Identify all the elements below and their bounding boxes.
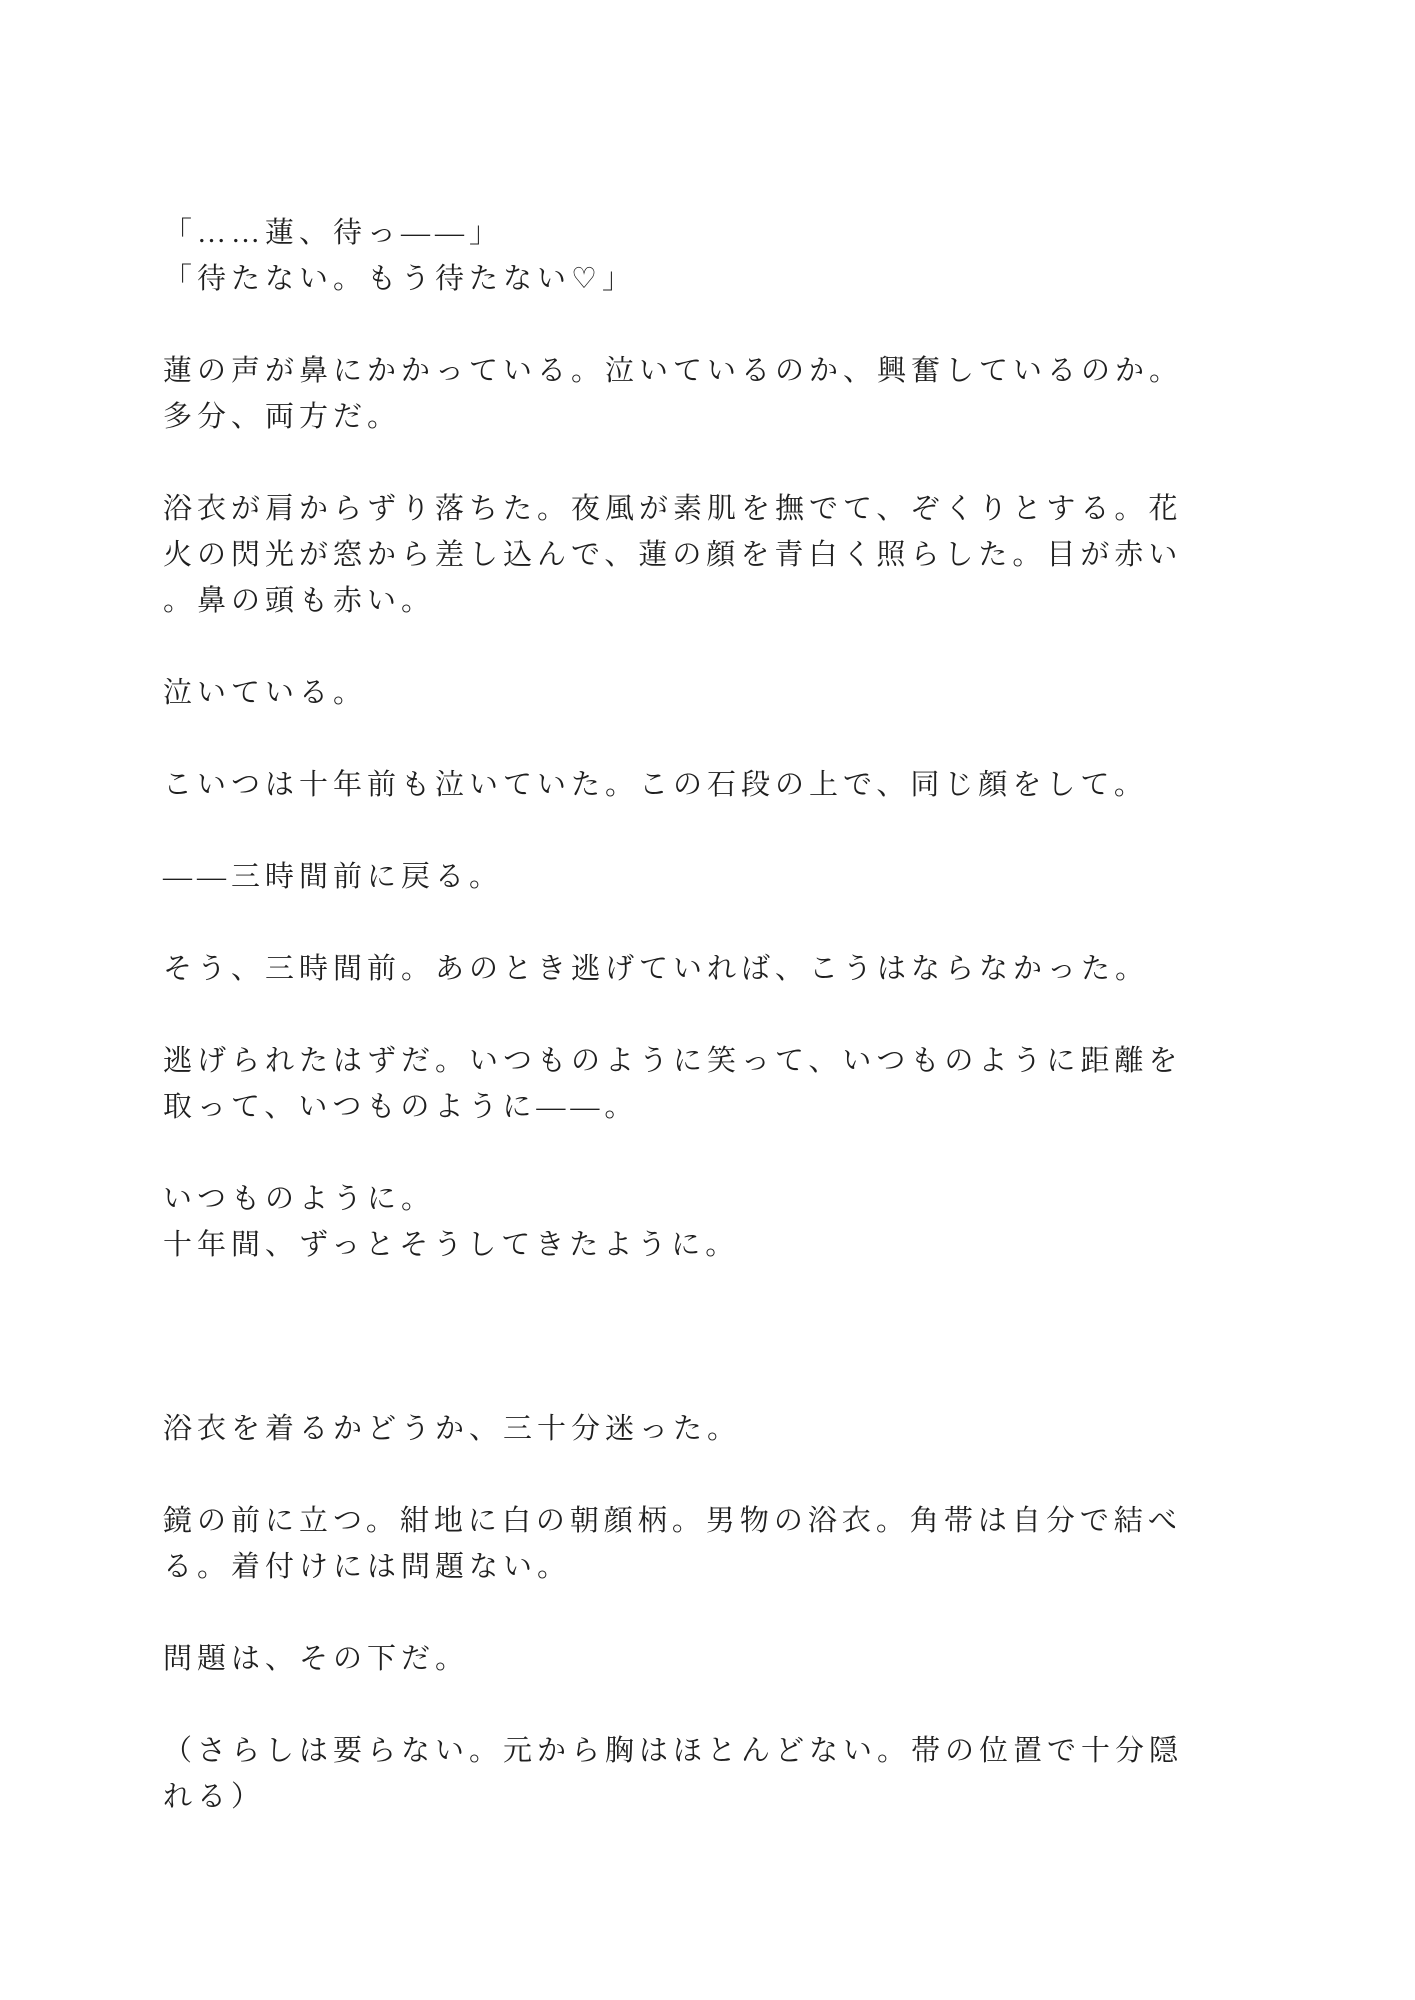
text-line: 取って、いつものように――。 — [163, 1091, 639, 1123]
text-line: こいつは十年前も泣いていた。この石段の上で、同じ顔をして。 — [163, 769, 1148, 801]
text-line: 逃げられたはずだ。いつものように笑って、いつものように距離を — [163, 1045, 1183, 1077]
text-line: 「……蓮、待っ――」 — [163, 217, 504, 249]
paragraph — [163, 670, 1223, 716]
paragraph — [163, 486, 1223, 624]
text-line: 浴衣が肩からずり落ちた。夜風が素肌を撫でて、ぞくりとする。花 — [163, 493, 1183, 525]
paragraph — [163, 1636, 1223, 1682]
text-line: 鏡の前に立つ。紺地に白の朝顔柄。男物の浴衣。角帯は自分で結べ — [163, 1505, 1182, 1537]
text-line: る。着付けには問題ない。 — [163, 1551, 572, 1583]
text-line: 泣いている。 — [163, 677, 368, 709]
paragraph — [163, 1038, 1223, 1130]
text-line: （さらしは要らない。元から胸はほとんどない。帯の位置で十分隠 — [163, 1735, 1184, 1767]
text-line: 問題は、その下だ。 — [163, 1643, 470, 1675]
text-line: ――三時間前に戻る。 — [163, 861, 504, 893]
text-line: 「待たない。もう待たない♡」 — [163, 263, 636, 295]
text-line: 火の閃光が窓から差し込んで、蓮の顔を青白く照らした。目が赤い — [163, 539, 1183, 571]
document-body — [163, 210, 1223, 1820]
paragraph — [163, 854, 1223, 900]
text-line: そう、三時間前。あのとき逃げていれば、こうはならなかった。 — [163, 953, 1150, 985]
text-line: れる） — [163, 1781, 266, 1813]
paragraph — [163, 1176, 1223, 1268]
paragraph — [163, 1498, 1223, 1590]
paragraph — [163, 210, 1223, 302]
text-line: 十年間、ずっとそうしてきたように。 — [163, 1229, 740, 1261]
text-line: いつものように。 — [163, 1183, 436, 1215]
text-line: 。鼻の頭も赤い。 — [163, 585, 436, 617]
text-line: 浴衣を着るかどうか、三十分迷った。 — [163, 1413, 742, 1445]
paragraph — [163, 1728, 1223, 1820]
paragraph — [163, 762, 1223, 808]
paragraph — [163, 348, 1223, 440]
paragraph — [163, 946, 1223, 992]
paragraph — [163, 1406, 1223, 1452]
text-line: 蓮の声が鼻にかかっている。泣いているのか、興奮しているのか。 — [163, 355, 1184, 387]
text-line: 多分、両方だ。 — [163, 401, 402, 433]
